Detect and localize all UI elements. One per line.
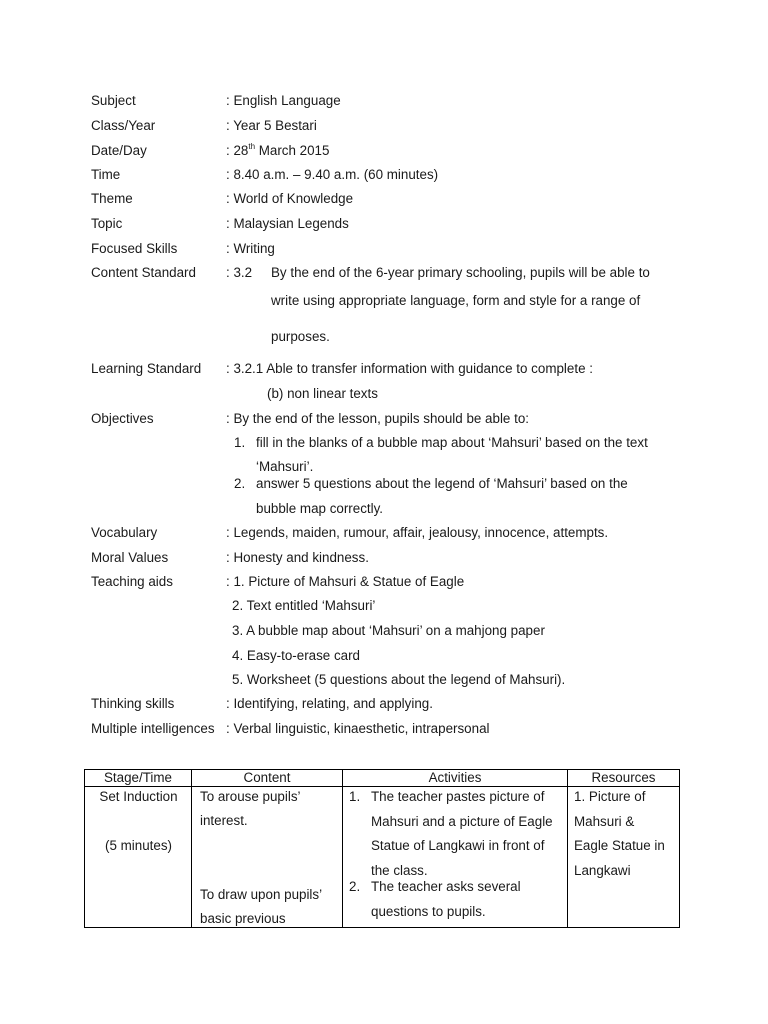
activity-2-line-2: questions to pupils. xyxy=(371,904,486,919)
content-line-2: interest. xyxy=(200,813,248,828)
objectives-intro: : By the end of the lesson, pupils should be able to: xyxy=(226,411,529,426)
header-activities: Activities xyxy=(343,770,568,787)
thinking-skills-value: : Identifying, relating, and applying. xyxy=(226,696,433,711)
multiple-intelligences-label: Multiple intelligences xyxy=(91,721,215,736)
lesson-steps-table xyxy=(84,769,680,928)
stage-duration: (5 minutes) xyxy=(105,838,172,853)
activity-1-line-4: the class. xyxy=(371,863,428,878)
header-stage-time: Stage/Time xyxy=(85,770,192,787)
date-day-label: Date/Day xyxy=(91,143,147,158)
content-line-1: To arouse pupils’ xyxy=(200,789,301,804)
activities-cell xyxy=(343,787,568,928)
stage-cell xyxy=(85,787,192,928)
resources-cell xyxy=(568,787,680,928)
topic-label: Topic xyxy=(91,216,123,231)
learning-standard-line-1: : 3.2.1 Able to transfer information with guidance to complete : xyxy=(226,361,593,376)
activity-1-line-3: Statue of Langkawi in front of xyxy=(371,838,545,853)
class-year-value: : Year 5 Bestari xyxy=(226,118,317,133)
theme-value: : World of Knowledge xyxy=(226,191,354,206)
activity-1-line-1: The teacher pastes picture of xyxy=(371,789,545,804)
objectives-label: Objectives xyxy=(91,411,154,426)
activity-2-number: 2. xyxy=(349,879,361,894)
subject-value: : English Language xyxy=(226,93,341,108)
objective-1-line-1: fill in the blanks of a bubble map about ‘Mahsuri’ based on the text xyxy=(256,435,648,450)
objective-2-number: 2. xyxy=(234,476,246,491)
content-standard-line-3: purposes. xyxy=(271,329,330,344)
teaching-aid-5: 5. Worksheet (5 questions about the legend of Mahsuri). xyxy=(232,672,566,687)
header-resources: Resources xyxy=(568,770,680,787)
resource-line-1: 1. Picture of xyxy=(574,789,646,804)
content-line-4: basic previous xyxy=(200,911,286,926)
theme-label: Theme xyxy=(91,191,133,206)
focused-skills-label: Focused Skills xyxy=(91,241,178,256)
table-row xyxy=(85,787,680,928)
objective-2-line-1: answer 5 questions about the legend of ‘Mahsuri’ based on the xyxy=(256,476,628,491)
table-header-row xyxy=(85,770,680,787)
resource-line-4: Langkawi xyxy=(574,863,631,878)
moral-values-label: Moral Values xyxy=(91,550,169,565)
content-standard-line-2: write using appropriate language, form and style for a range of xyxy=(271,293,641,308)
objective-1-line-2: ‘Mahsuri’. xyxy=(256,459,314,474)
header-content: Content xyxy=(192,770,343,787)
activity-2-line-1: The teacher asks several xyxy=(371,879,521,894)
time-label: Time xyxy=(91,167,121,182)
teaching-aids-label: Teaching aids xyxy=(91,574,173,589)
date-day-value: : 28th March 2015 xyxy=(226,141,330,158)
stage-name: Set Induction xyxy=(99,789,178,804)
activity-1-number: 1. xyxy=(349,789,361,804)
vocabulary-label: Vocabulary xyxy=(91,525,158,540)
focused-skills-value: : Writing xyxy=(226,241,275,256)
vocabulary-value: : Legends, maiden, rumour, affair, jealousy, innocence, attempts. xyxy=(226,525,609,540)
learning-standard-line-2: (b) non linear texts xyxy=(267,386,378,401)
topic-value: : Malaysian Legends xyxy=(226,216,349,231)
teaching-aid-2: 2. Text entitled ‘Mahsuri’ xyxy=(232,598,376,613)
content-standard-code: : 3.2 xyxy=(226,265,253,280)
class-year-label: Class/Year xyxy=(91,118,156,133)
teaching-aid-3: 3. A bubble map about ‘Mahsuri’ on a mahjong paper xyxy=(232,623,545,638)
resource-line-3: Eagle Statue in xyxy=(574,838,665,853)
moral-values-value: : Honesty and kindness. xyxy=(226,550,369,565)
activity-1-line-2: Mahsuri and a picture of Eagle xyxy=(371,814,553,829)
thinking-skills-label: Thinking skills xyxy=(91,696,175,711)
content-standard-line-1: By the end of the 6-year primary schooling, pupils will be able to xyxy=(271,265,650,280)
objective-2-line-2: bubble map correctly. xyxy=(256,501,384,516)
content-cell xyxy=(192,787,343,928)
time-value: : 8.40 a.m. – 9.40 a.m. (60 minutes) xyxy=(226,167,439,182)
content-line-3: To draw upon pupils’ xyxy=(200,887,323,902)
objective-1-number: 1. xyxy=(234,435,246,450)
resource-line-2: Mahsuri & xyxy=(574,814,635,829)
teaching-aid-1: : 1. Picture of Mahsuri & Statue of Eagle xyxy=(226,574,465,589)
content-standard-label: Content Standard xyxy=(91,265,196,280)
teaching-aid-4: 4. Easy-to-erase card xyxy=(232,648,361,663)
multiple-intelligences-value: : Verbal linguistic, kinaesthetic, intrapersonal xyxy=(226,721,490,736)
subject-label: Subject xyxy=(91,93,136,108)
learning-standard-label: Learning Standard xyxy=(91,361,202,376)
